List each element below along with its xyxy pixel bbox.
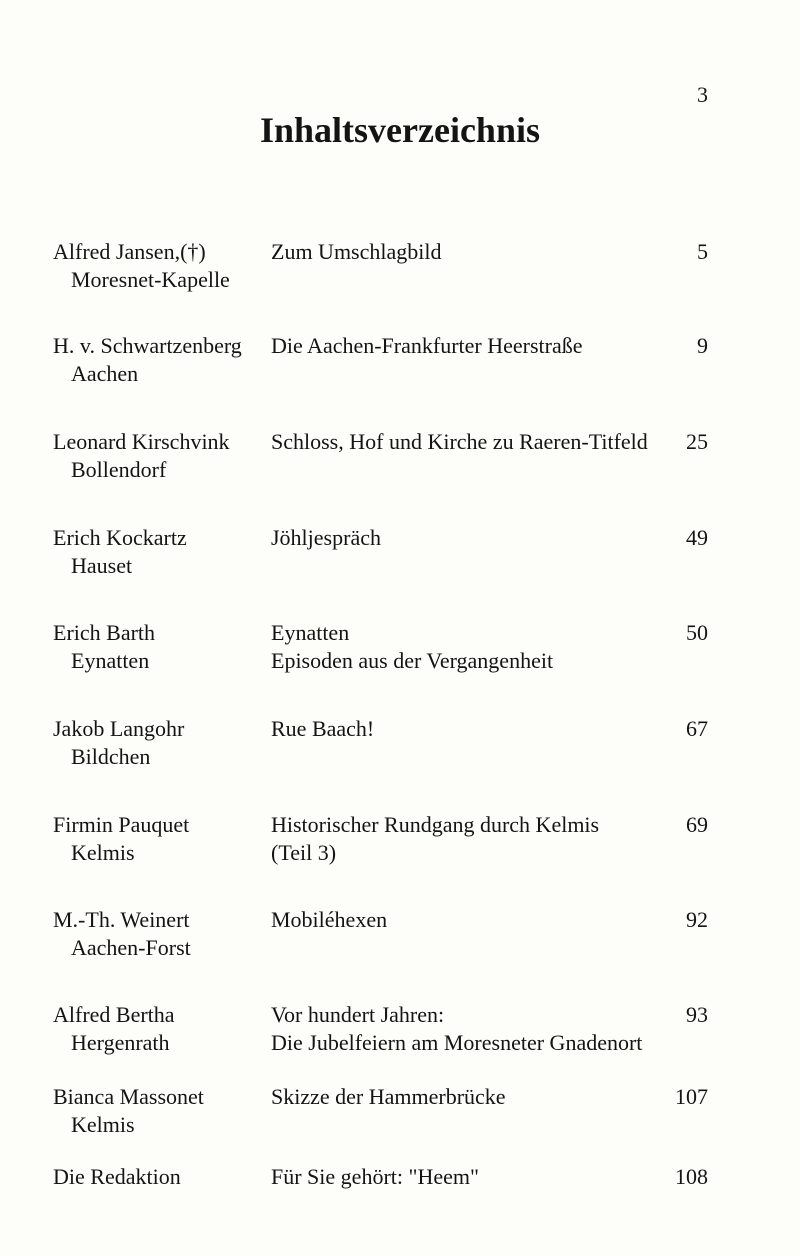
entry-author-block [53, 1163, 263, 1191]
entry-title: Historischer Rundgang durch Kelmis [271, 812, 600, 837]
entry-author-block [53, 906, 263, 962]
entry-author-block [53, 811, 263, 867]
entry-title-continued: (Teil 3) [271, 840, 337, 865]
entry-author-block [53, 238, 263, 294]
entry-author: H. v. Schwartzenberg [53, 333, 242, 358]
entry-title-block [271, 524, 691, 552]
entry-place: Bollendorf [71, 457, 167, 482]
entry-title: Die Aachen-Frankfurter Heerstraße [271, 333, 583, 358]
entry-author-block [53, 332, 263, 388]
entry-title-block [271, 906, 691, 934]
entry-title: Eynatten [271, 620, 350, 645]
entry-author: Die Redaktion [53, 1164, 181, 1189]
entry-place: Kelmis [71, 1112, 135, 1137]
entry-author: M.-Th. Weinert [53, 907, 190, 932]
entry-place: Hergenrath [71, 1030, 170, 1055]
entry-title: Skizze der Hammerbrücke [271, 1084, 506, 1109]
entry-title: Vor hundert Jahren: [271, 1002, 445, 1027]
entry-author: Erich Barth [53, 620, 156, 645]
entry-author: Jakob Langohr [53, 716, 185, 741]
entry-page-number: 5 [697, 239, 708, 264]
entry-author-block [53, 428, 263, 484]
entry-title-continued: Episoden aus der Vergangenheit [271, 648, 554, 673]
entry-title: Rue Baach! [271, 716, 375, 741]
page-title: Inhaltsverzeichnis [259, 110, 540, 150]
entry-title-block [271, 715, 691, 743]
entry-author: Firmin Pauquet [53, 812, 190, 837]
entry-title-continued: Die Jubelfeiern am Moresneter Gnadenort [271, 1030, 643, 1055]
entry-page-number: 108 [675, 1164, 708, 1189]
entry-place: Aachen-Forst [71, 935, 191, 960]
entry-author: Erich Kockartz [53, 525, 187, 550]
entry-place: Hauset [71, 553, 133, 578]
entry-title: Jöhljespräch [271, 525, 381, 550]
entry-title-block [271, 238, 691, 266]
page-number: 3 [697, 82, 708, 107]
entry-place: Kelmis [71, 840, 135, 865]
entry-title: Mobiléhexen [271, 907, 388, 932]
entry-place: Moresnet-Kapelle [71, 267, 230, 292]
entry-page-number: 25 [686, 429, 708, 454]
entry-place: Aachen [71, 361, 139, 386]
entry-author-block [53, 1001, 263, 1057]
entry-author-block [53, 715, 263, 771]
entry-author-block [53, 524, 263, 580]
entry-page-number: 107 [675, 1084, 708, 1109]
entry-title-block [271, 1083, 691, 1111]
entry-page-number: 92 [686, 907, 708, 932]
entry-title-block [271, 619, 691, 675]
entry-place: Bildchen [71, 744, 151, 769]
entry-title: Schloss, Hof und Kirche zu Raeren-Titfeld [271, 429, 648, 454]
entry-title-block [271, 1163, 691, 1191]
entry-title-block [271, 1001, 691, 1057]
entry-page-number: 93 [686, 1002, 708, 1027]
entry-author-block [53, 1083, 263, 1139]
entry-title: Für Sie gehört: "Heem" [271, 1164, 479, 1189]
entry-page-number: 50 [686, 620, 708, 645]
entry-title-block [271, 332, 691, 360]
entry-page-number: 49 [686, 525, 708, 550]
entry-title-block [271, 428, 691, 456]
entry-author: Alfred Bertha [53, 1002, 175, 1027]
entry-page-number: 9 [697, 333, 708, 358]
entry-author-block [53, 619, 263, 675]
entry-author: Bianca Massonet [53, 1084, 204, 1109]
entry-author: Alfred Jansen,(†) [53, 239, 206, 264]
entry-author: Leonard Kirschvink [53, 429, 230, 454]
entry-page-number: 67 [686, 716, 708, 741]
entry-title: Zum Umschlagbild [271, 239, 442, 264]
entry-title-block [271, 811, 691, 867]
entry-page-number: 69 [686, 812, 708, 837]
entry-place: Eynatten [71, 648, 150, 673]
